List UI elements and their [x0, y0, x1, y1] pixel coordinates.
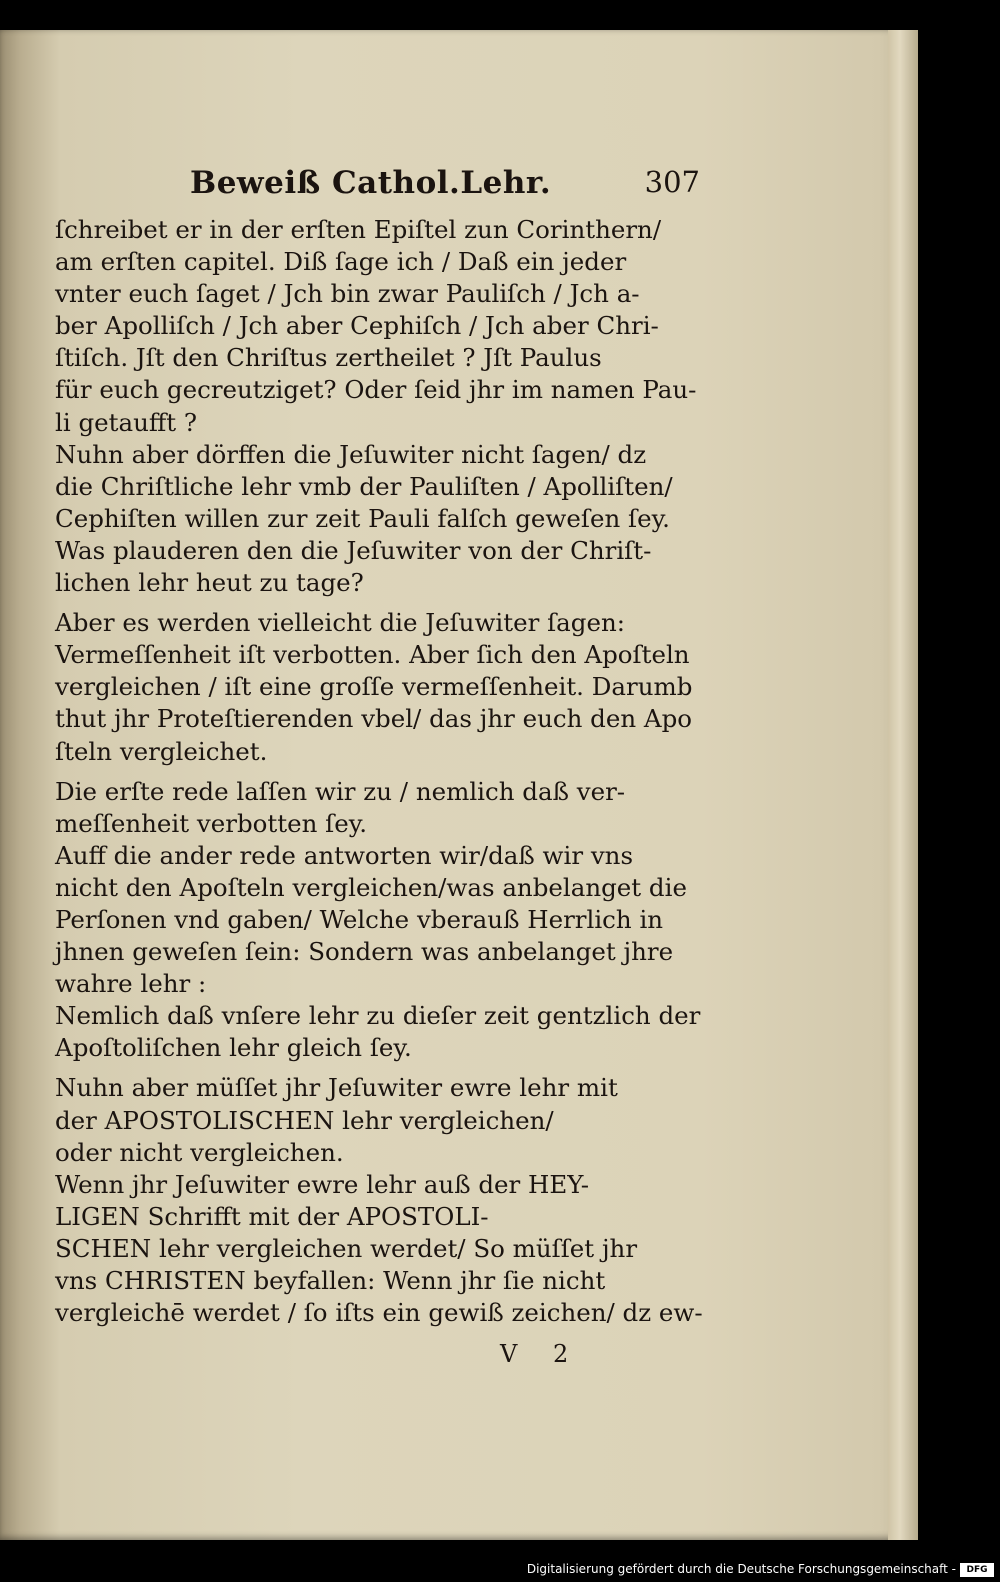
signature-mark: V 2 [500, 1340, 583, 1368]
text-line: der APOSTOLISCHEN lehr vergleichen/ [55, 1105, 554, 1135]
footer-credit: Digitalisierung gefördert durch die Deutsche Forschungsgemeinschaft - [526, 1562, 956, 1576]
text-line: Wenn jhr Jeſuwiter ewre lehr auß der HEY- [55, 1169, 590, 1199]
text-line: jhnen geweſen ſein: Sondern was anbelanget jhre [55, 937, 674, 967]
text-line: ſchreibet er in der erſten Epiſtel zun Corinthern/ [55, 215, 662, 244]
running-title: Beweiß Cathol.Lehr. [190, 165, 552, 201]
text-line: Cephiſten willen zur zeit Pauli falſch geweſen ſey. [55, 503, 670, 533]
text-line: vergleichē werdet / ſo iſts ein gewiß zeichen/ dz ew- [55, 1298, 703, 1328]
dfg-logo: DFG [960, 1563, 994, 1577]
text-line: Nuhn aber müſſet jhr Jeſuwiter ewre lehr mit [55, 1073, 618, 1103]
text-line: meſſenheit verbotten ſey. [55, 808, 368, 838]
text-line: SCHEN lehr vergleichen werdet/ So müſſet jhr [55, 1233, 638, 1263]
text-line: vns CHRISTEN beyfallen: Wenn jhr ſie nicht [55, 1266, 606, 1295]
text-line: Nemlich daß vnſere lehr zu dieſer zeit gentzlich der [55, 1001, 701, 1031]
text-line: ber Apolliſch / Jch aber Cephiſch / Jch aber Chri- [55, 311, 659, 341]
text-line: für euch gecreutziget? Oder ſeid jhr im namen Pau- [55, 375, 697, 405]
text-line: Auff die ander rede antworten wir/daß wir vns [55, 840, 634, 870]
body-text [55, 214, 715, 1329]
text-line: Was plauderen den die Jeſuwiter von der Chriſt- [55, 535, 652, 565]
text-line: vergleichen / iſt eine groſſe vermeſſenheit. Darumb [55, 672, 693, 702]
text-line: Nuhn aber dörffen die Jeſuwiter nicht ſagen/ dz [55, 439, 647, 469]
text-line: nicht den Apoſteln vergleichen/was anbelanget die [55, 872, 687, 902]
text-line: Perſonen vnd gaben/ Welche vberauß Herrlich in [55, 904, 664, 934]
text-line: ſteln vergleichet. [55, 736, 268, 766]
text-line: LIGEN Schrifft mit der APOSTOLI- [55, 1201, 489, 1231]
text-line: Apoſtoliſchen lehr gleich ſey. [55, 1033, 412, 1063]
text-line: ſtiſch. Jſt den Chriſtus zertheilet ? Jſt Paulus [55, 343, 602, 373]
text-line: die Chriſtliche lehr vmb der Pauliſten / Apolliſten/ [55, 471, 673, 501]
text-line: li getaufft ? [55, 407, 198, 437]
running-head [190, 165, 710, 209]
text-line: oder nicht vergleichen. [55, 1137, 344, 1167]
page-number: 307 [644, 165, 700, 199]
text-line: thut jhr Proteſtierenden vbel/ das jhr euch den Apo [55, 704, 693, 734]
text-line: am erſten capitel. Diß ſage ich / Daß ein jeder [55, 247, 627, 277]
text-line: wahre lehr : [55, 969, 207, 999]
page-edge [888, 30, 918, 1540]
text-line: vnter euch ſaget / Jch bin zwar Pauliſch / Jch a- [55, 279, 640, 309]
text-line: lichen lehr heut zu tage? [55, 568, 364, 598]
text-line: Aber es werden vielleicht die Jeſuwiter ſagen: [55, 608, 625, 638]
footer-bar [0, 1542, 1000, 1582]
text-line: Die erſte rede laſſen wir zu / nemlich daß ver- [55, 776, 626, 806]
text-line: Vermeſſenheit iſt verbotten. Aber ſich den Apoſteln [55, 640, 690, 670]
